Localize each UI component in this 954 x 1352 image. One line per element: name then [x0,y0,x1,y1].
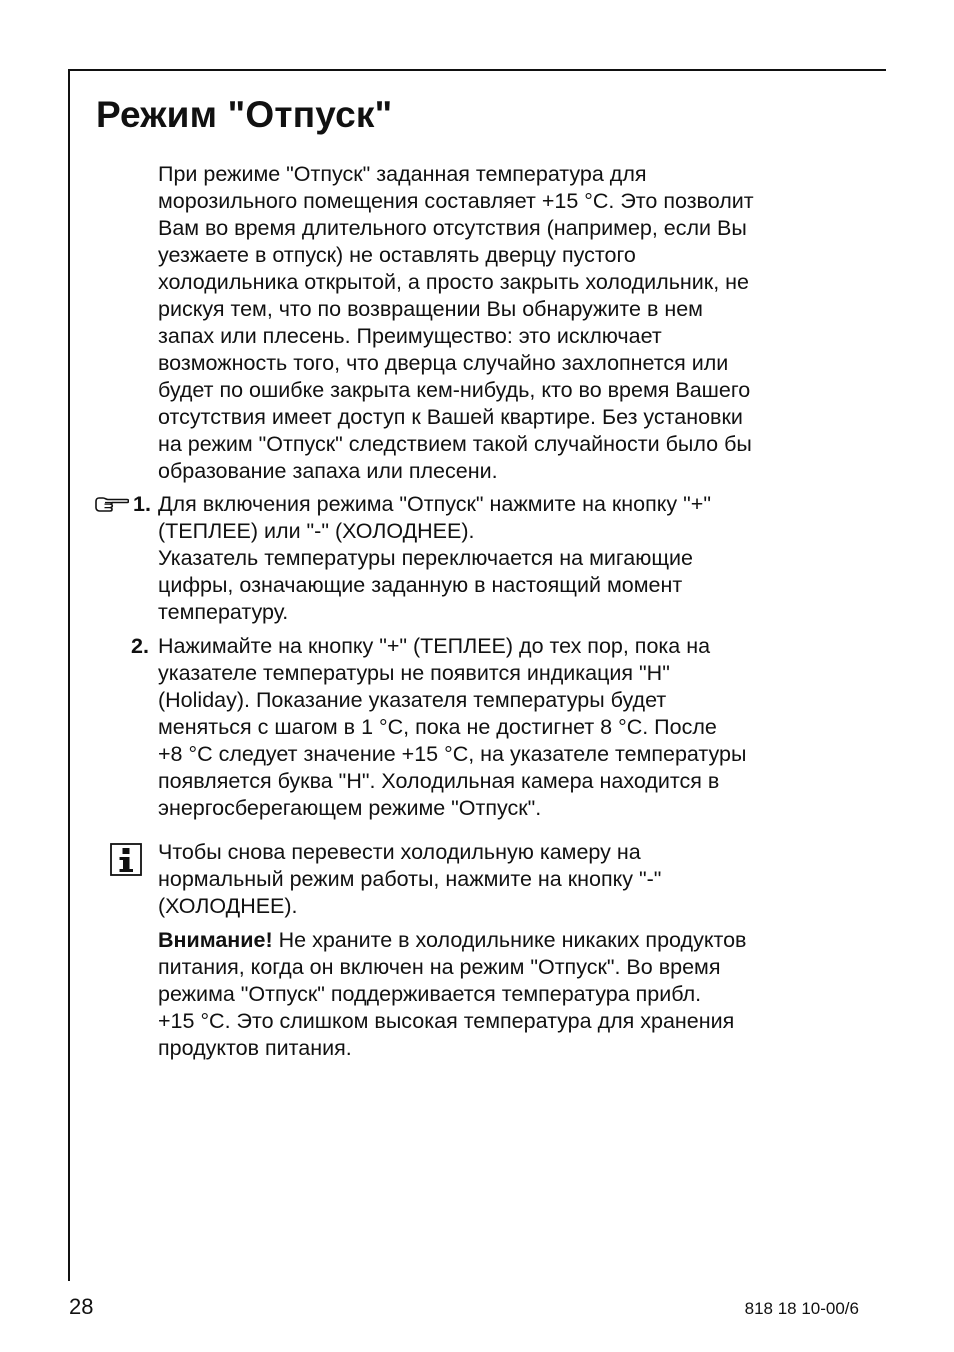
page-title: Режим "Отпуск" [96,94,393,135]
intro-paragraph [158,161,870,485]
intro-line: При режиме "Отпуск" заданная температура для [158,162,647,186]
intro-line: запах или плесень. Преимущество: это исключает [158,324,662,348]
warning-line: режима "Отпуск" поддерживается температура прибл. [158,982,702,1006]
intro-line: возможность того, что дверца случайно захлопнется или [158,351,729,375]
warning-line: продуктов питания. [158,1036,352,1060]
step-line: Для включения режима "Отпуск" нажмите на кнопку "+" [158,492,711,516]
intro-line: образование запаха или плесени. [158,459,498,483]
intro-line: Вам во время длительного отсутствия (например, если Вы [158,216,747,240]
intro-line: будет по ошибке закрыта кем-нибудь, кто во время Вашего [158,378,751,402]
step-line: +8 °С следует значение +15 °С, на указателе температуры [158,742,747,766]
step-line: указателе температуры не появится индикация "Н" [158,661,670,685]
step-line: цифры, означающие заданную в настоящий момент [158,573,683,597]
intro-line: холодильника открытой, а просто закрыть холодильник, не [158,270,749,294]
warning-line: питания, когда он включен на режим "Отпуск". Во время [158,955,721,979]
step-line: (ТЕПЛЕЕ) или "-" (ХОЛОДНЕЕ). [158,519,475,543]
step-line: Указатель температуры переключается на мигающие [158,546,694,570]
step-line: энергосберегающем режиме "Отпуск". [158,796,542,820]
warning-line: +15 °С. Это слишком высокая температура для хранения [158,1009,735,1033]
step-line: появляется буква "Н". Холодильная камера находится в [158,769,720,793]
step-line: (Holiday). Показание указателя температуры будет [158,688,667,712]
info-note [158,839,870,920]
step-line: температуру. [158,600,289,624]
document-code: 818 18 10-00/6 [744,1299,859,1318]
header-rule [68,69,886,71]
warning-line-rest: Не храните в холодильнике никаких продуктов [272,928,747,952]
intro-line: уезжаете в отпуск) не оставлять дверцу пустого [158,243,636,267]
warning-first-line [158,927,870,954]
intro-line: отсутствия имеет доступ к Вашей квартире. Без установки [158,405,743,429]
step-line: Нажимайте на кнопку "+" (ТЕПЛЕЕ) до тех пор, пока на [158,634,711,658]
margin-rule [68,69,70,1281]
step-2-text [158,633,870,822]
info-line: (ХОЛОДНЕЕ). [158,894,298,918]
step-1-text [158,491,870,626]
info-line: Чтобы снова перевести холодильную камеру на [158,840,641,864]
intro-line: на режим "Отпуск" следствием такой случайности было бы [158,432,752,456]
page-number: 28 [69,1294,94,1319]
info-line: нормальный режим работы, нажмите на кнопку "-" [158,867,662,891]
step-line: меняться с шагом в 1 °С, пока не достигнет 8 °С. После [158,715,717,739]
pointing-hand-icon [93,493,129,513]
step-number: 2. [131,634,149,658]
warning-note [158,927,870,1062]
step-number: 1. [133,492,151,516]
info-icon [110,843,142,876]
intro-line: рискуя тем, что по возвращении Вы обнаружите в нем [158,297,703,321]
intro-line: морозильного помещения составляет +15 °С. Это позволит [158,189,754,213]
warning-label: Внимание! [158,928,273,952]
